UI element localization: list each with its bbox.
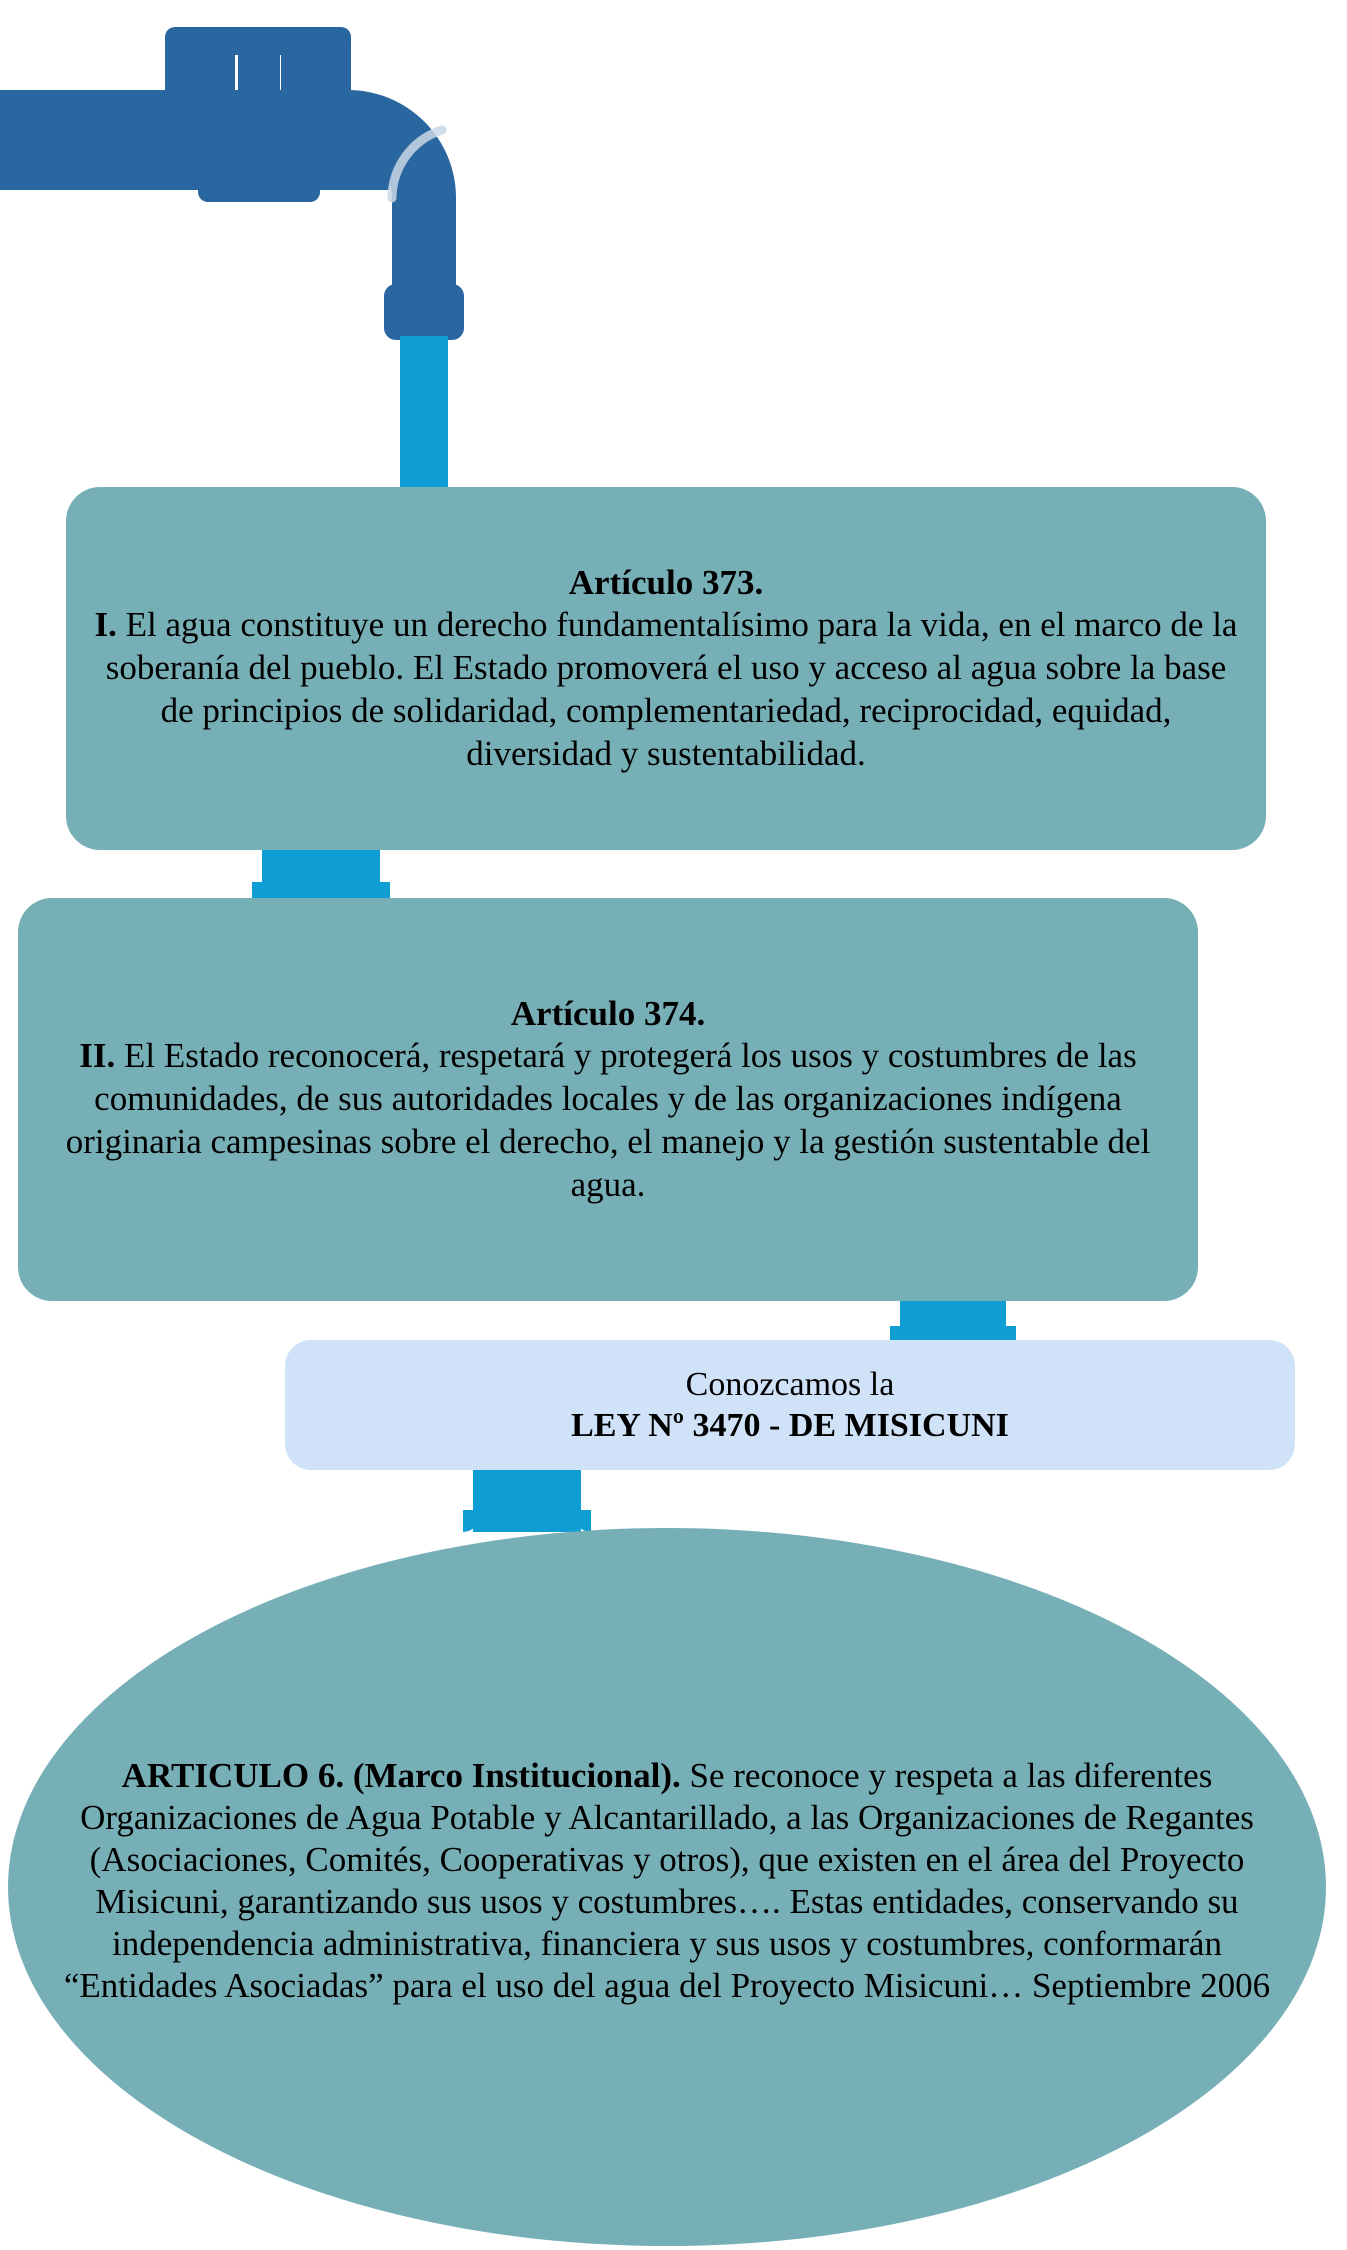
pipe-ley-to-article6 — [473, 1466, 581, 1532]
faucet-illustration — [0, 0, 1347, 520]
articulo-373-text: El agua constituye un derecho fundamentalísimo para la vida, en el marco de la soberanía del pueblo. El Estado promoverá el uso y acceso al agua sobre la base de principios de solidaridad, complementariedad, reciprocidad, equidad, diversidad y sustentabilidad. — [105, 605, 1238, 773]
pipe-373-to-374 — [262, 846, 380, 904]
articulo-6-heading: ARTICULO 6. (Marco Institucional). — [121, 1756, 681, 1795]
articulo-373-numeral: I. — [94, 605, 117, 645]
articulo-6-text: Se reconoce y respeta a las diferentes Organizaciones de Agua Potable y Alcantarillado, a las Organizaciones de Regantes (Asociaciones, Comités, Cooperativas y otros), que existen en el área del Proyecto Misicuni, garantizando sus usos y costumbres…. Estas entidades, conservando su independencia administrativa, financiera y sus usos y costumbres, conformarán “Entidades Asociadas” para el uso del agua del Proyecto Misicuni… Septiembre 2006 — [63, 1756, 1271, 2005]
articulo-373-body — [92, 604, 1240, 775]
articulo-374-title: Artículo 374. — [510, 993, 706, 1033]
articulo-374-numeral: II. — [79, 1036, 116, 1076]
banner-ley-misicuni — [285, 1340, 1295, 1470]
articulo-6-paragraph — [44, 1755, 1290, 2007]
water-faucet-tap-icon — [0, 0, 1347, 520]
card-articulo-374 — [18, 898, 1198, 1301]
ley-banner-line1: Conozcamos la — [685, 1365, 895, 1403]
articulo-374-body — [44, 1035, 1172, 1206]
ley-banner-line2: LEY Nº 3470 - DE MISICUNI — [571, 1407, 1009, 1444]
articulo-374-text: El Estado reconocerá, respetará y protegerá los usos y costumbres de las comunidades, de sus autoridades locales y de las organizaciones indígena originaria campesinas sobre el derecho, el manejo y la gestión sustentable del agua. — [65, 1036, 1151, 1204]
water-stream — [400, 336, 448, 491]
card-articulo-373 — [66, 487, 1266, 850]
ellipse-articulo-6 — [8, 1528, 1326, 2246]
articulo-373-title: Artículo 373. — [568, 562, 764, 602]
